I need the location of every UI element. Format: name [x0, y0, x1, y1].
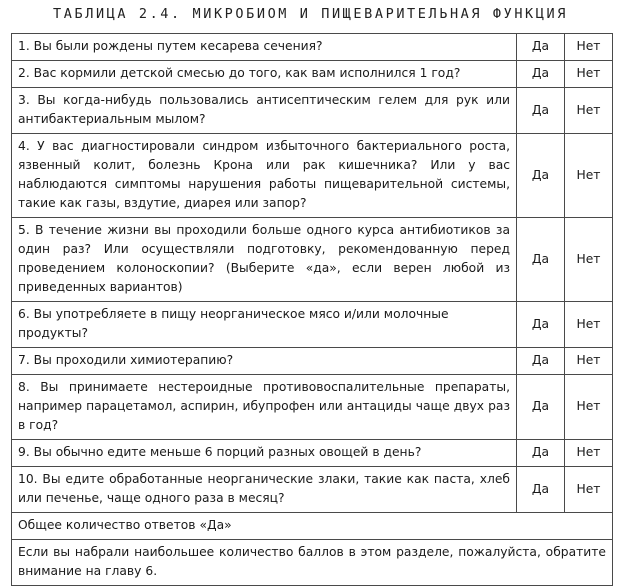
table-title: ТАБЛИЦА 2.4. МИКРОБИОМ И ПИЩЕВАРИТЕЛЬНАЯ ФУНКЦИЯ: [53, 6, 568, 22]
footer-row: [12, 540, 613, 586]
answer-no[interactable]: Нет: [565, 440, 613, 467]
question-text: 6. Вы употребляете в пищу неорганическое мясо и/или молочные продукты?: [12, 302, 517, 348]
question-row-6: [12, 302, 613, 348]
answer-yes[interactable]: Да: [517, 375, 565, 440]
answer-no[interactable]: Нет: [565, 348, 613, 375]
question-text: 8. Вы принимаете нестероидные противовоспалительные препараты, например парацетамол, аспирин, ибупрофен или антациды чаще двух раз в год?: [12, 375, 517, 440]
question-row-8: [12, 375, 613, 440]
question-text: 5. В течение жизни вы проходили больше одного курса антибиотиков за один раз? Или осуществляли подготовку, рекомендованную перед проведением колоноскопии? (Выберите «да», если верен любой из приведенных вариантов): [12, 218, 517, 302]
total-yes-label: Общее количество ответов «Да»: [12, 513, 613, 540]
question-text: 1. Вы были рождены путем кесарева сечения?: [12, 34, 517, 61]
question-text: 4. У вас диагностировали синдром избыточного бактериального роста, язвенный колит, болезнь Крона или рак кишечника? Или у вас наблюдаются симптомы нарушения работы пищеварительной системы, такие как газы, вздутие, диарея или запор?: [12, 134, 517, 218]
question-row-1: [12, 34, 613, 61]
footer-note: Если вы набрали наибольшее количество баллов в этом разделе, пожалуйста, обратите внимание на главу 6.: [12, 540, 613, 586]
answer-no[interactable]: Нет: [565, 218, 613, 302]
question-row-3: [12, 88, 613, 134]
answer-no[interactable]: Нет: [565, 88, 613, 134]
answer-no[interactable]: Нет: [565, 375, 613, 440]
question-text: 7. Вы проходили химиотерапию?: [12, 348, 517, 375]
answer-yes[interactable]: Да: [517, 34, 565, 61]
question-row-4: [12, 134, 613, 218]
question-text: 3. Вы когда-нибудь пользовались антисептическим гелем для рук или антибактериальным мылом?: [12, 88, 517, 134]
question-text: 2. Вас кормили детской смесью до того, как вам исполнился 1 год?: [12, 61, 517, 88]
answer-yes[interactable]: Да: [517, 61, 565, 88]
total-row: [12, 513, 613, 540]
question-row-5: [12, 218, 613, 302]
answer-no[interactable]: Нет: [565, 134, 613, 218]
answer-yes[interactable]: Да: [517, 348, 565, 375]
answer-yes[interactable]: Да: [517, 134, 565, 218]
question-row-9: [12, 440, 613, 467]
answer-yes[interactable]: Да: [517, 440, 565, 467]
question-row-10: [12, 467, 613, 513]
question-text: 10. Вы едите обработанные неорганические злаки, такие как паста, хлеб или печенье, чаще одного раза в месяц?: [12, 467, 517, 513]
answer-no[interactable]: Нет: [565, 467, 613, 513]
questionnaire-table: [11, 33, 613, 586]
question-row-2: [12, 61, 613, 88]
answer-no[interactable]: Нет: [565, 302, 613, 348]
answer-yes[interactable]: Да: [517, 467, 565, 513]
question-row-7: [12, 348, 613, 375]
answer-yes[interactable]: Да: [517, 218, 565, 302]
answer-yes[interactable]: Да: [517, 88, 565, 134]
question-text: 9. Вы обычно едите меньше 6 порций разных овощей в день?: [12, 440, 517, 467]
answer-no[interactable]: Нет: [565, 34, 613, 61]
answer-no[interactable]: Нет: [565, 61, 613, 88]
answer-yes[interactable]: Да: [517, 302, 565, 348]
